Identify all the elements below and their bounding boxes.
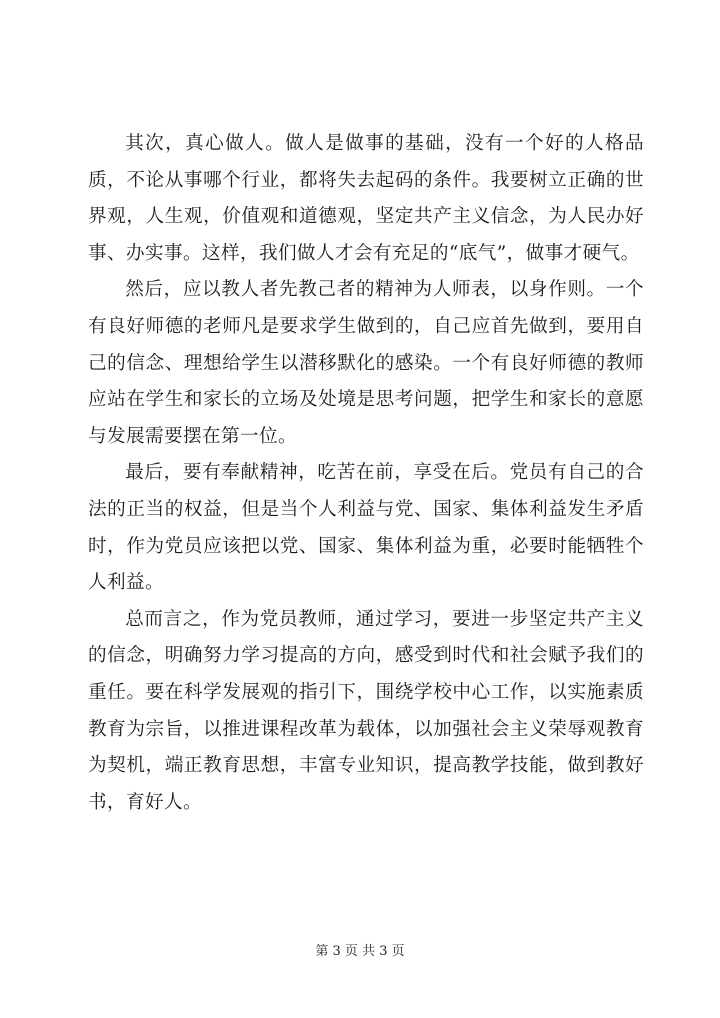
- paragraph-sincere-person: 其次，真心做人。做人是做事的基础，没有一个好的人格品质，不论从事哪个行业，都将失去起码的条件。我要树立正确的世界观，人生观，价值观和道德观，坚定共产主义信念，为人民办好事、办实事。这样，我们做人才会有充足的“底气”，做事才硬气。: [88, 133, 644, 264]
- page-number-footer: 第 3 页 共 3 页: [315, 944, 405, 959]
- paragraph-lead-by-example: 然后，应以教人者先教己者的精神为人师表，以身作则。一个有良好师德的老师凡是要求学生做到的，自己应首先做到，要用自己的信念、理想给学生以潜移默化的感染。一个有良好师德的教师应站在学生和家长的立场及处境是思考问题，把学生和家长的意愿与发展需要摆在第一位。: [88, 279, 644, 447]
- paragraph-dedication: 最后，要有奉献精神，吃苦在前，享受在后。党员有自己的合法的正当的权益，但是当个人利益与党、国家、集体利益发生矛盾时，作为党员应该把以党、国家、集体利益为重，必要时能牺牲个人利益。: [88, 462, 644, 594]
- paragraph-conclusion: 总而言之，作为党员教师，通过学习，要进一步坚定共产主义的信念，明确努力学习提高的方向，感受到时代和社会赋予我们的重任。要在科学发展观的指引下，围绕学校中心工作，以实施素质教育为宗旨，以推进课程改革为载体，以加强社会主义荣辱观教育为契机，端正教育思想，丰富专业知识，提高教学技能，做到教好书，育好人。: [88, 608, 644, 813]
- document-body: [88, 126, 644, 821]
